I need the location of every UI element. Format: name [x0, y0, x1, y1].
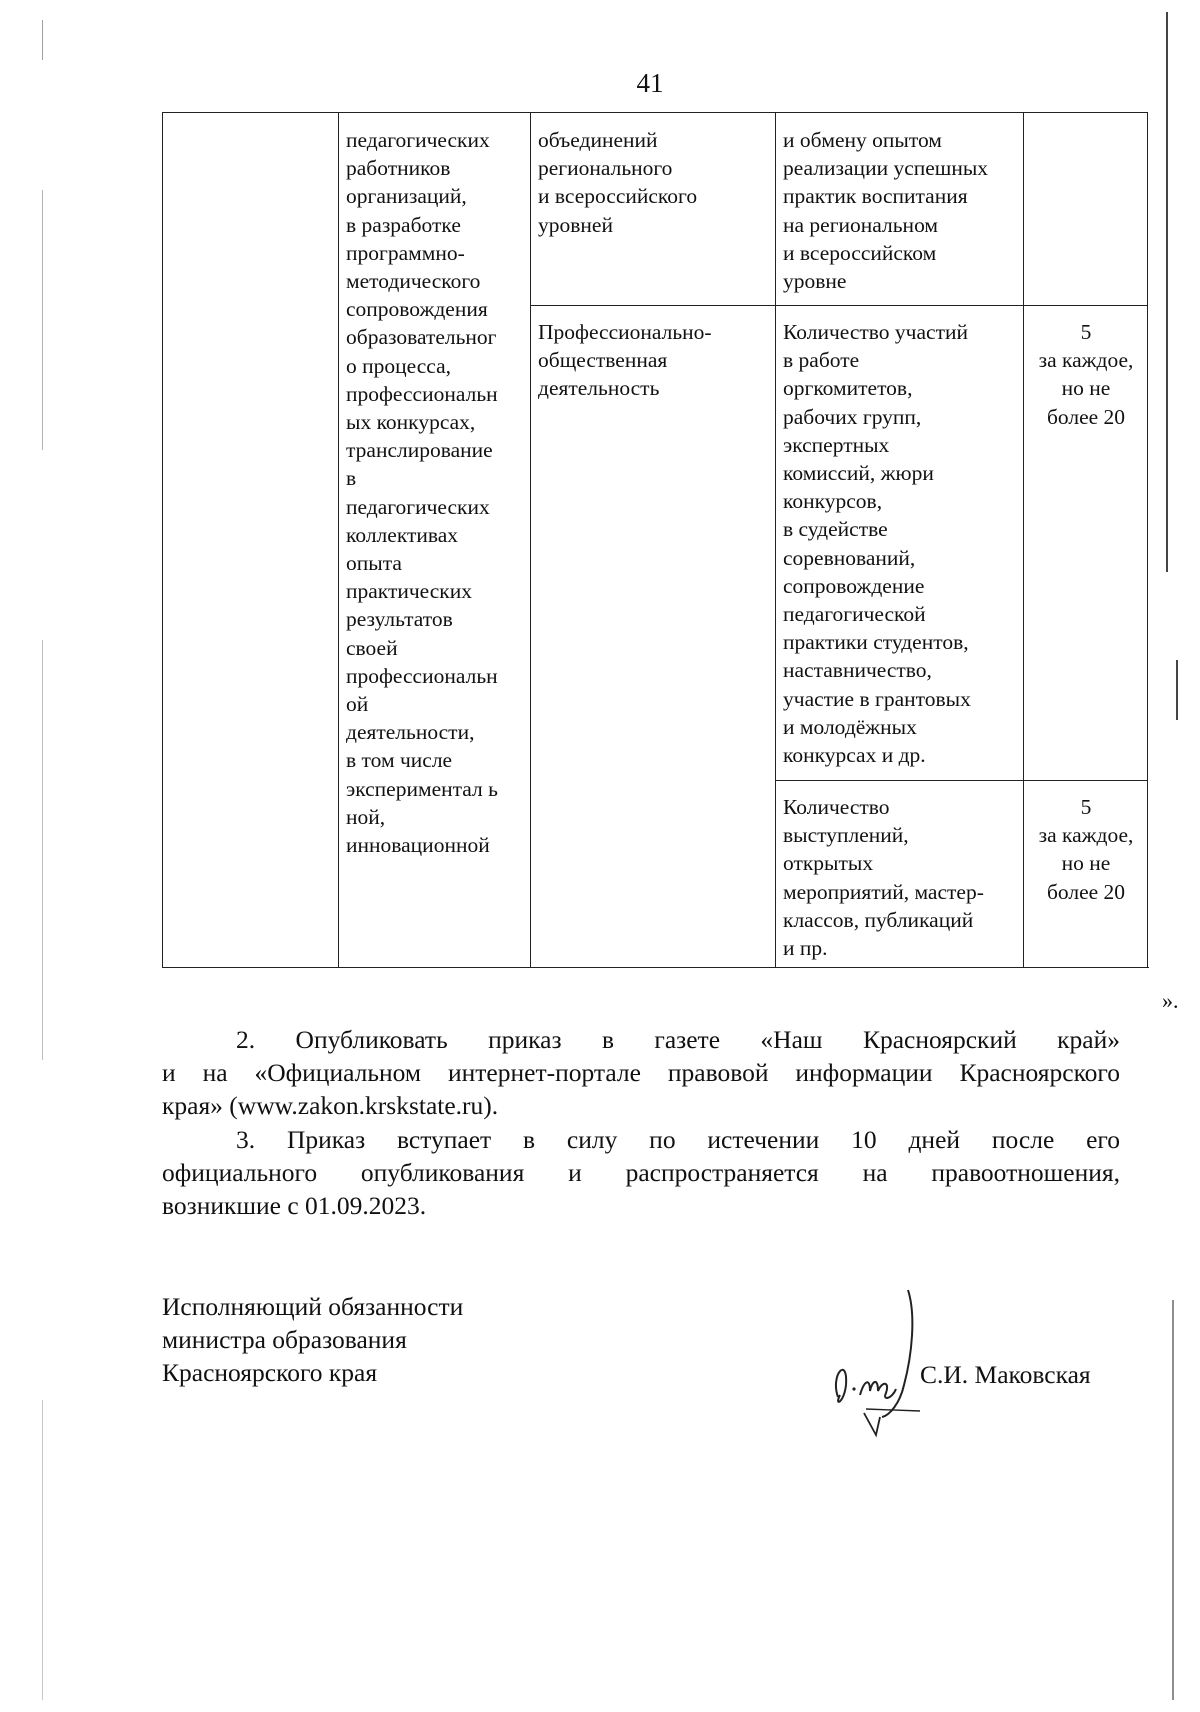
signatory-name: С.И. Маковская — [920, 1360, 1091, 1389]
scan-edge-mark — [1166, 12, 1168, 572]
table-cell-activity-type: Профессионально- общественная деятельность — [538, 320, 712, 401]
signatory-title-line: Красноярского края — [162, 1358, 378, 1387]
paragraph-line: 3. Приказ вступает в силу по истечении 10 дней после его — [236, 1125, 1120, 1154]
table-column-divider — [338, 113, 339, 968]
paragraph-line: возникшие с 01.09.2023. — [162, 1191, 427, 1220]
table-bottom-border — [163, 967, 1149, 968]
signatory-title — [162, 1290, 463, 1389]
table-column-divider — [530, 113, 531, 968]
table-cell-points-presentations: 5 за каждое, но не более 20 — [1038, 795, 1134, 904]
criteria-table — [162, 112, 1148, 968]
scan-edge-mark — [42, 1400, 43, 1700]
paragraph-publication — [162, 1023, 1120, 1122]
table-column-divider — [1147, 113, 1148, 968]
table-column-divider — [775, 113, 776, 968]
scan-edge-mark — [1172, 1300, 1174, 1700]
table-row-divider — [530, 305, 1148, 306]
signatory-title-line: министра образования — [162, 1325, 407, 1354]
paragraph-line: и на «Официальном интернет-портале правовой информации Красноярского — [162, 1058, 1120, 1087]
paragraph-line: края» (www.zakon.krskstate.ru). — [162, 1091, 499, 1120]
table-column-divider — [1023, 113, 1024, 968]
table-cell-indicator-participation: Количество участий в работе оргкомитетов, рабочих групп, экспертных комиссий, жюри конкурсов, в судействе соревнований, сопровождение педагогической практики студентов, наставничество, участие в грантовых и молодёжных конкурсах и др. — [783, 320, 971, 768]
page-number: 41 — [636, 68, 664, 98]
paragraph-line: официального опубликования и распространяется на правоотношения, — [162, 1158, 1120, 1187]
signatory-title-line: Исполняющий обязанности — [162, 1292, 464, 1321]
table-cell-indicator-top: и обмену опытом реализации успешных практик воспитания на региональном и всероссийском уровне — [783, 128, 989, 294]
paragraph-line: 2. Опубликовать приказ в газете «Наш Красноярский край» — [236, 1025, 1120, 1054]
scan-edge-mark — [42, 640, 43, 1060]
table-cell-indicator-presentations: Количество выступлений, открытых мероприятий, мастер- классов, публикаций и пр. — [783, 795, 984, 961]
closing-quote: ». — [1162, 988, 1179, 1013]
table-row-divider — [775, 780, 1148, 781]
table-cell-achievement-description: педагогических работников организаций, в разработке программно- методического сопровождения образовательног о процесса, профессиональн ых конкурсах, транслирование в педагогических коллективах опыта практических результатов своей профессиональн ой деятельности, в том числе экспериментал ь ной, инновационной — [346, 128, 498, 858]
scan-edge-mark — [42, 190, 43, 450]
handwritten-signature — [820, 1285, 930, 1445]
paragraph-effective-date — [162, 1123, 1120, 1222]
table-cell-points-participation: 5 за каждое, но не более 20 — [1038, 320, 1134, 429]
scan-edge-mark — [42, 20, 43, 60]
scan-edge-mark — [1176, 660, 1178, 720]
table-cell-level-top: объединений регионального и всероссийского уровней — [538, 128, 698, 237]
